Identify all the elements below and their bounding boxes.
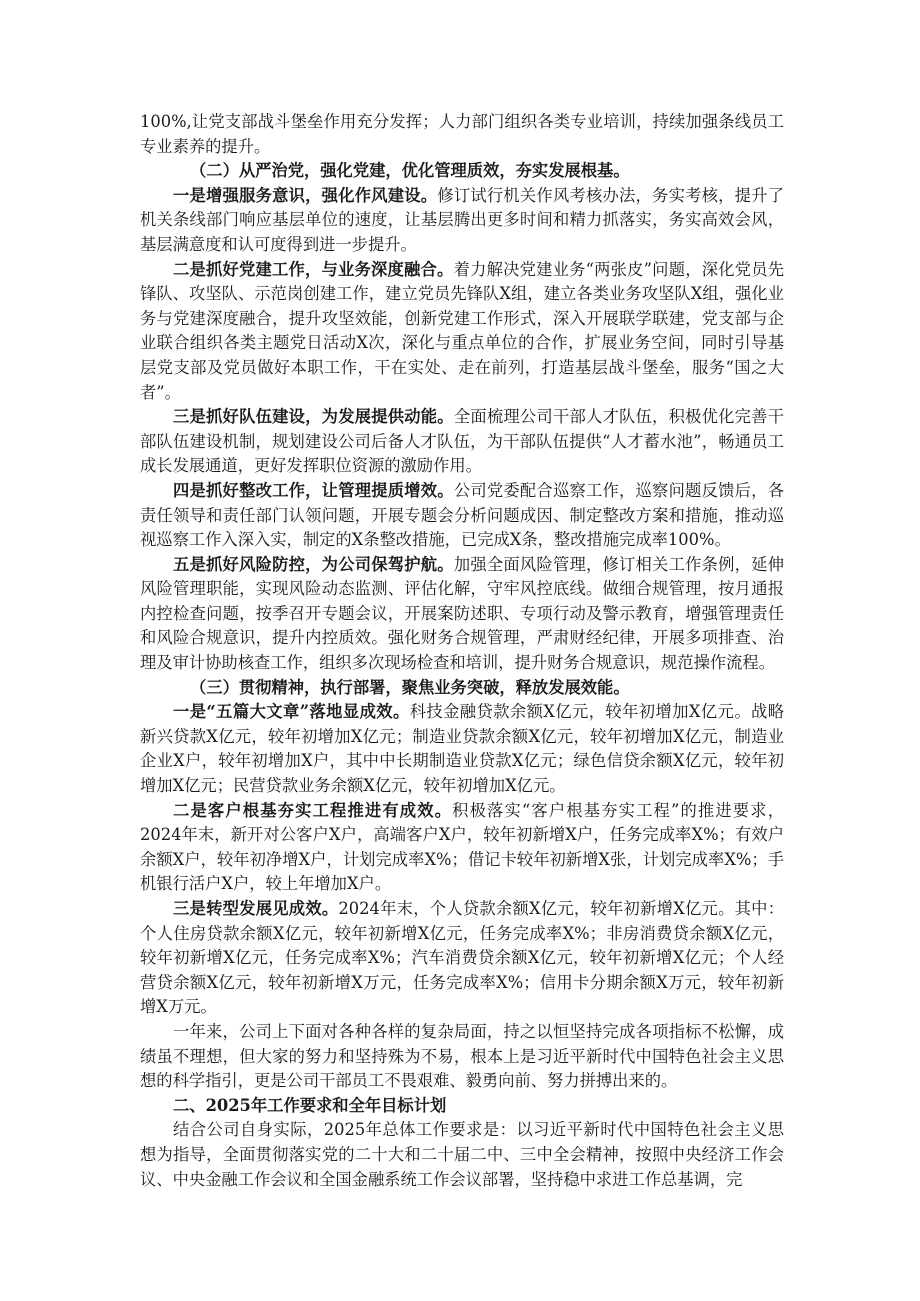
- paragraph-risk-control: 五是抓好风险防控，为公司保驾护航。加强全面风险管理，修订相关工作条例，延伸风险管理职能，实现风险动态监测、评估化解，守牢风控底线。做细合规管理，按月通报内控检查问题，按季召开专题会议，开展案防述职、专项行动及警示教育，增强管理责任和风险合规意识，提升内控质效。强化财务合规管理，严肃财经纪律，开展多项排查、治理及审计协助核查工作，组织多次现场检查和培训，提升财务合规意识，规范操作流程。: [140, 554, 784, 673]
- section-heading-3: （三）贯彻精神，执行部署，聚焦业务突破，释放发展效能。: [190, 677, 630, 697]
- paragraph-year-summary: 一年来，公司上下面对各种各样的复杂局面，持之以恒坚持完成各项指标不松懈，成绩虽不理想，但大家的努力和坚持殊为不易，根本上是习近平新时代中国特色社会主义思想的科学指引，更是公司干部员工不畏艰难、毅勇向前、努力拼搏出来的。: [140, 1021, 784, 1091]
- paragraph-2025-requirements: 结合公司自身实际，2025年总体工作要求是：以习近平新时代中国特色社会主义思想为指导，全面贯彻落实党的二十大和二十届二中、三中全会精神，按照中央经济工作会议、中央金融工作会议和全国金融系统工作会议部署，坚持稳中求进工作总基调，完: [140, 1120, 784, 1189]
- paragraph-lead: 二是客户根基夯实工程推进有成效。: [173, 800, 453, 820]
- paragraph-lead: 一是“五篇大文章”落地显成效。: [173, 702, 410, 722]
- paragraph-continuation: 100%,让党支部战斗堡垒作用充分发挥；人力部门组织各类专业培训，持续加强条线员工专业素养的提升。: [140, 112, 784, 156]
- paragraph-lead: 四是抓好整改工作，让管理提质增效。: [173, 480, 454, 500]
- document-body: [140, 110, 784, 1192]
- paragraph-lead: 一是增强服务意识，强化作风建设。: [173, 185, 438, 205]
- paragraph-lead: 二是抓好党建工作，与业务深度融合。: [173, 259, 454, 279]
- paragraph-rectification: 四是抓好整改工作，让管理提质增效。公司党委配合巡察工作，巡察问题反馈后，各责任领导和责任部门认领问题，开展专题会分析问题成因、制定整改方案和措施，推动巡视巡察工作入深入实，制定的X条整改措施，已完成X条，整改措施完成率100%。: [140, 480, 784, 550]
- paragraph-customer-base: 二是客户根基夯实工程推进有成效。积极落实“客户根基夯实工程”的推进要求，2024年末，新开对公客户X户，高端客户X户，较年初新增X户，任务完成率X%；有效户余额X户，较年初净增X户，计划完成率X%；借记卡较年初新增X张，计划完成率X%；手机银行活户X户，较上年增加X户。: [140, 800, 784, 894]
- paragraph-lead: 五是抓好风险防控，为公司保驾护航。: [173, 554, 454, 574]
- paragraph-lead: 三是抓好队伍建设，为发展提供动能。: [173, 407, 454, 427]
- paragraph-party-building: 二是抓好党建工作，与业务深度融合。着力解决党建业务“两张皮”问题，深化党员先锋队、攻坚队、示范岗创建工作，建立党员先锋队X组，建立各类业务攻坚队X组，强化业务与党建深度融合，提升攻坚效能，创新党建工作形式，深入开展联学联建，党支部与企业联合组织各类主题党日活动X次，深化与重点单位的合作，扩展业务空间，同时引导基层党支部及党员做好本职工作，干在实处、走在前列，打造基层战斗堡垒，服务“国之大者”。: [140, 259, 784, 402]
- paragraph-transformation: 三是转型发展见成效。2024年末，个人贷款余额X亿元，较年初新增X亿元。其中：个人住房贷款余额X亿元，较年初新增X亿元，任务完成率X%；非房消费贷余额X亿元，较年初新增X亿元，任务完成率X%；汽车消费贷余额X亿元，较年初新增X亿元；个人经营贷余额X亿元，较年初新增X万元，任务完成率X%；信用卡分期余额X万元，较年初新增X万元。: [140, 899, 784, 1017]
- paragraph-team-building: 三是抓好队伍建设，为发展提供动能。全面梳理公司干部人才队伍，积极优化完善干部队伍建设机制，规划建设公司后备人才队伍，为干部队伍提供“人才蓄水池”，畅通员工成长发展通道，更好发挥职位资源的激励作用。: [140, 407, 784, 476]
- chapter-heading-2025: 二、2025年工作要求和全年目标计划: [173, 1095, 447, 1115]
- paragraph-service-awareness: 一是增强服务意识，强化作风建设。修订试行机关作风考核办法，务实考核，提升了机关条线部门响应基层单位的速度，让基层腾出更多时间和精力抓落实，务实高效会风，基层满意度和认可度得到进一步提升。: [140, 185, 784, 254]
- paragraph-five-articles: 一是“五篇大文章”落地显成效。科技金融贷款余额X亿元，较年初增加X亿元。战略新兴贷款X亿元，较年初增加X亿元；制造业贷款余额X亿元，较年初增加X亿元，制造业企业X户，较年初增加X户，其中中长期制造业贷款X亿元；绿色信贷余额X亿元，较年初增加X亿元；民营贷款业务余额X亿元，较年初增加X亿元。: [140, 702, 785, 796]
- paragraph-lead: 三是转型发展见成效。: [173, 899, 339, 918]
- section-heading-2: （二）从严治党，强化党建，优化管理质效，夯实发展根基。: [190, 161, 630, 181]
